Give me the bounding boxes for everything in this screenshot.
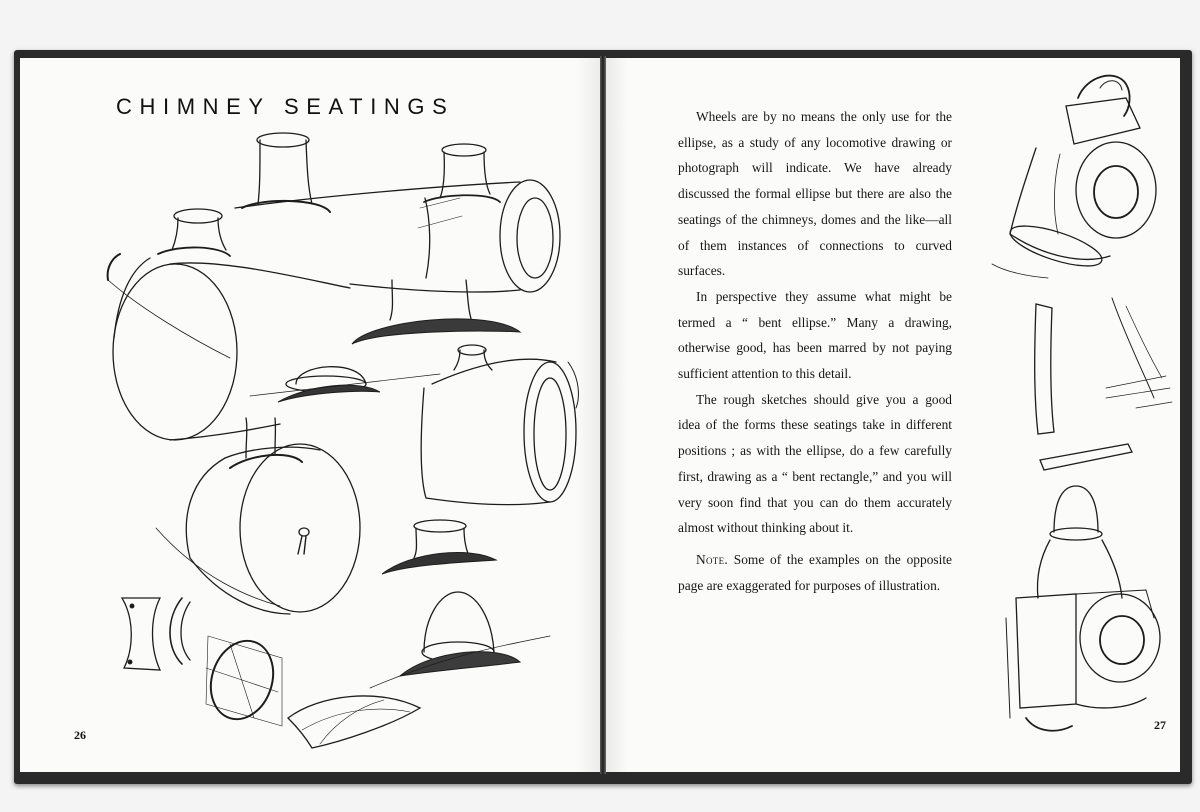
sketch-bottom-lamp <box>1006 486 1160 731</box>
sketch-small-chimney <box>382 520 496 574</box>
note-label: Note. <box>696 551 729 567</box>
note-text: Some of the examples on the opposite page are exaggerated for purposes of illustration. <box>678 551 952 593</box>
right-page <box>606 58 1180 772</box>
sketch-top-lamp <box>992 76 1156 278</box>
sketch-lamp-bracket <box>1035 298 1172 470</box>
page-number-right: 27 <box>1154 718 1166 732</box>
page-number-left: 26 <box>74 728 86 742</box>
sketch-middle-dome <box>250 367 440 402</box>
chimney-seatings-sketches <box>20 58 600 772</box>
sketch-tilted-ellipse <box>201 633 283 728</box>
paragraph-3: The rough sketches should give you a good idea of the forms these seatings take in different positions ; as with the ellipse, do a few carefully first, drawing as a “ bent rectangle,” and you will very soon find that you can do them accurately almost without thinking about it. <box>678 391 952 536</box>
page-title: CHIMNEY SEATINGS <box>116 94 455 119</box>
sketch-rear-boiler <box>235 133 560 344</box>
left-page <box>20 58 600 772</box>
lamp-sketches <box>606 58 1180 772</box>
sketch-curved-bracket <box>122 598 190 670</box>
sketch-front-boiler <box>108 209 350 440</box>
sketch-curved-plate <box>288 696 420 748</box>
sketch-lower-drum <box>156 418 360 614</box>
sketch-side-boiler <box>421 345 578 505</box>
paragraph-1: Wheels are by no means the only use for the ellipse, as a study of any locomotive drawing or photograph will indicate. We have already discussed the formal ellipse but there are also the seatings of the chimneys, domes and the like—all of them instances of connections to curved surfaces. <box>678 109 952 279</box>
sketch-bell-dome <box>370 592 550 688</box>
paragraph-2: In perspective they assume what might be termed a “ bent ellipse.” Many a drawing, otherwise good, has been marred by not paying sufficient attention to this detail. <box>678 288 952 382</box>
